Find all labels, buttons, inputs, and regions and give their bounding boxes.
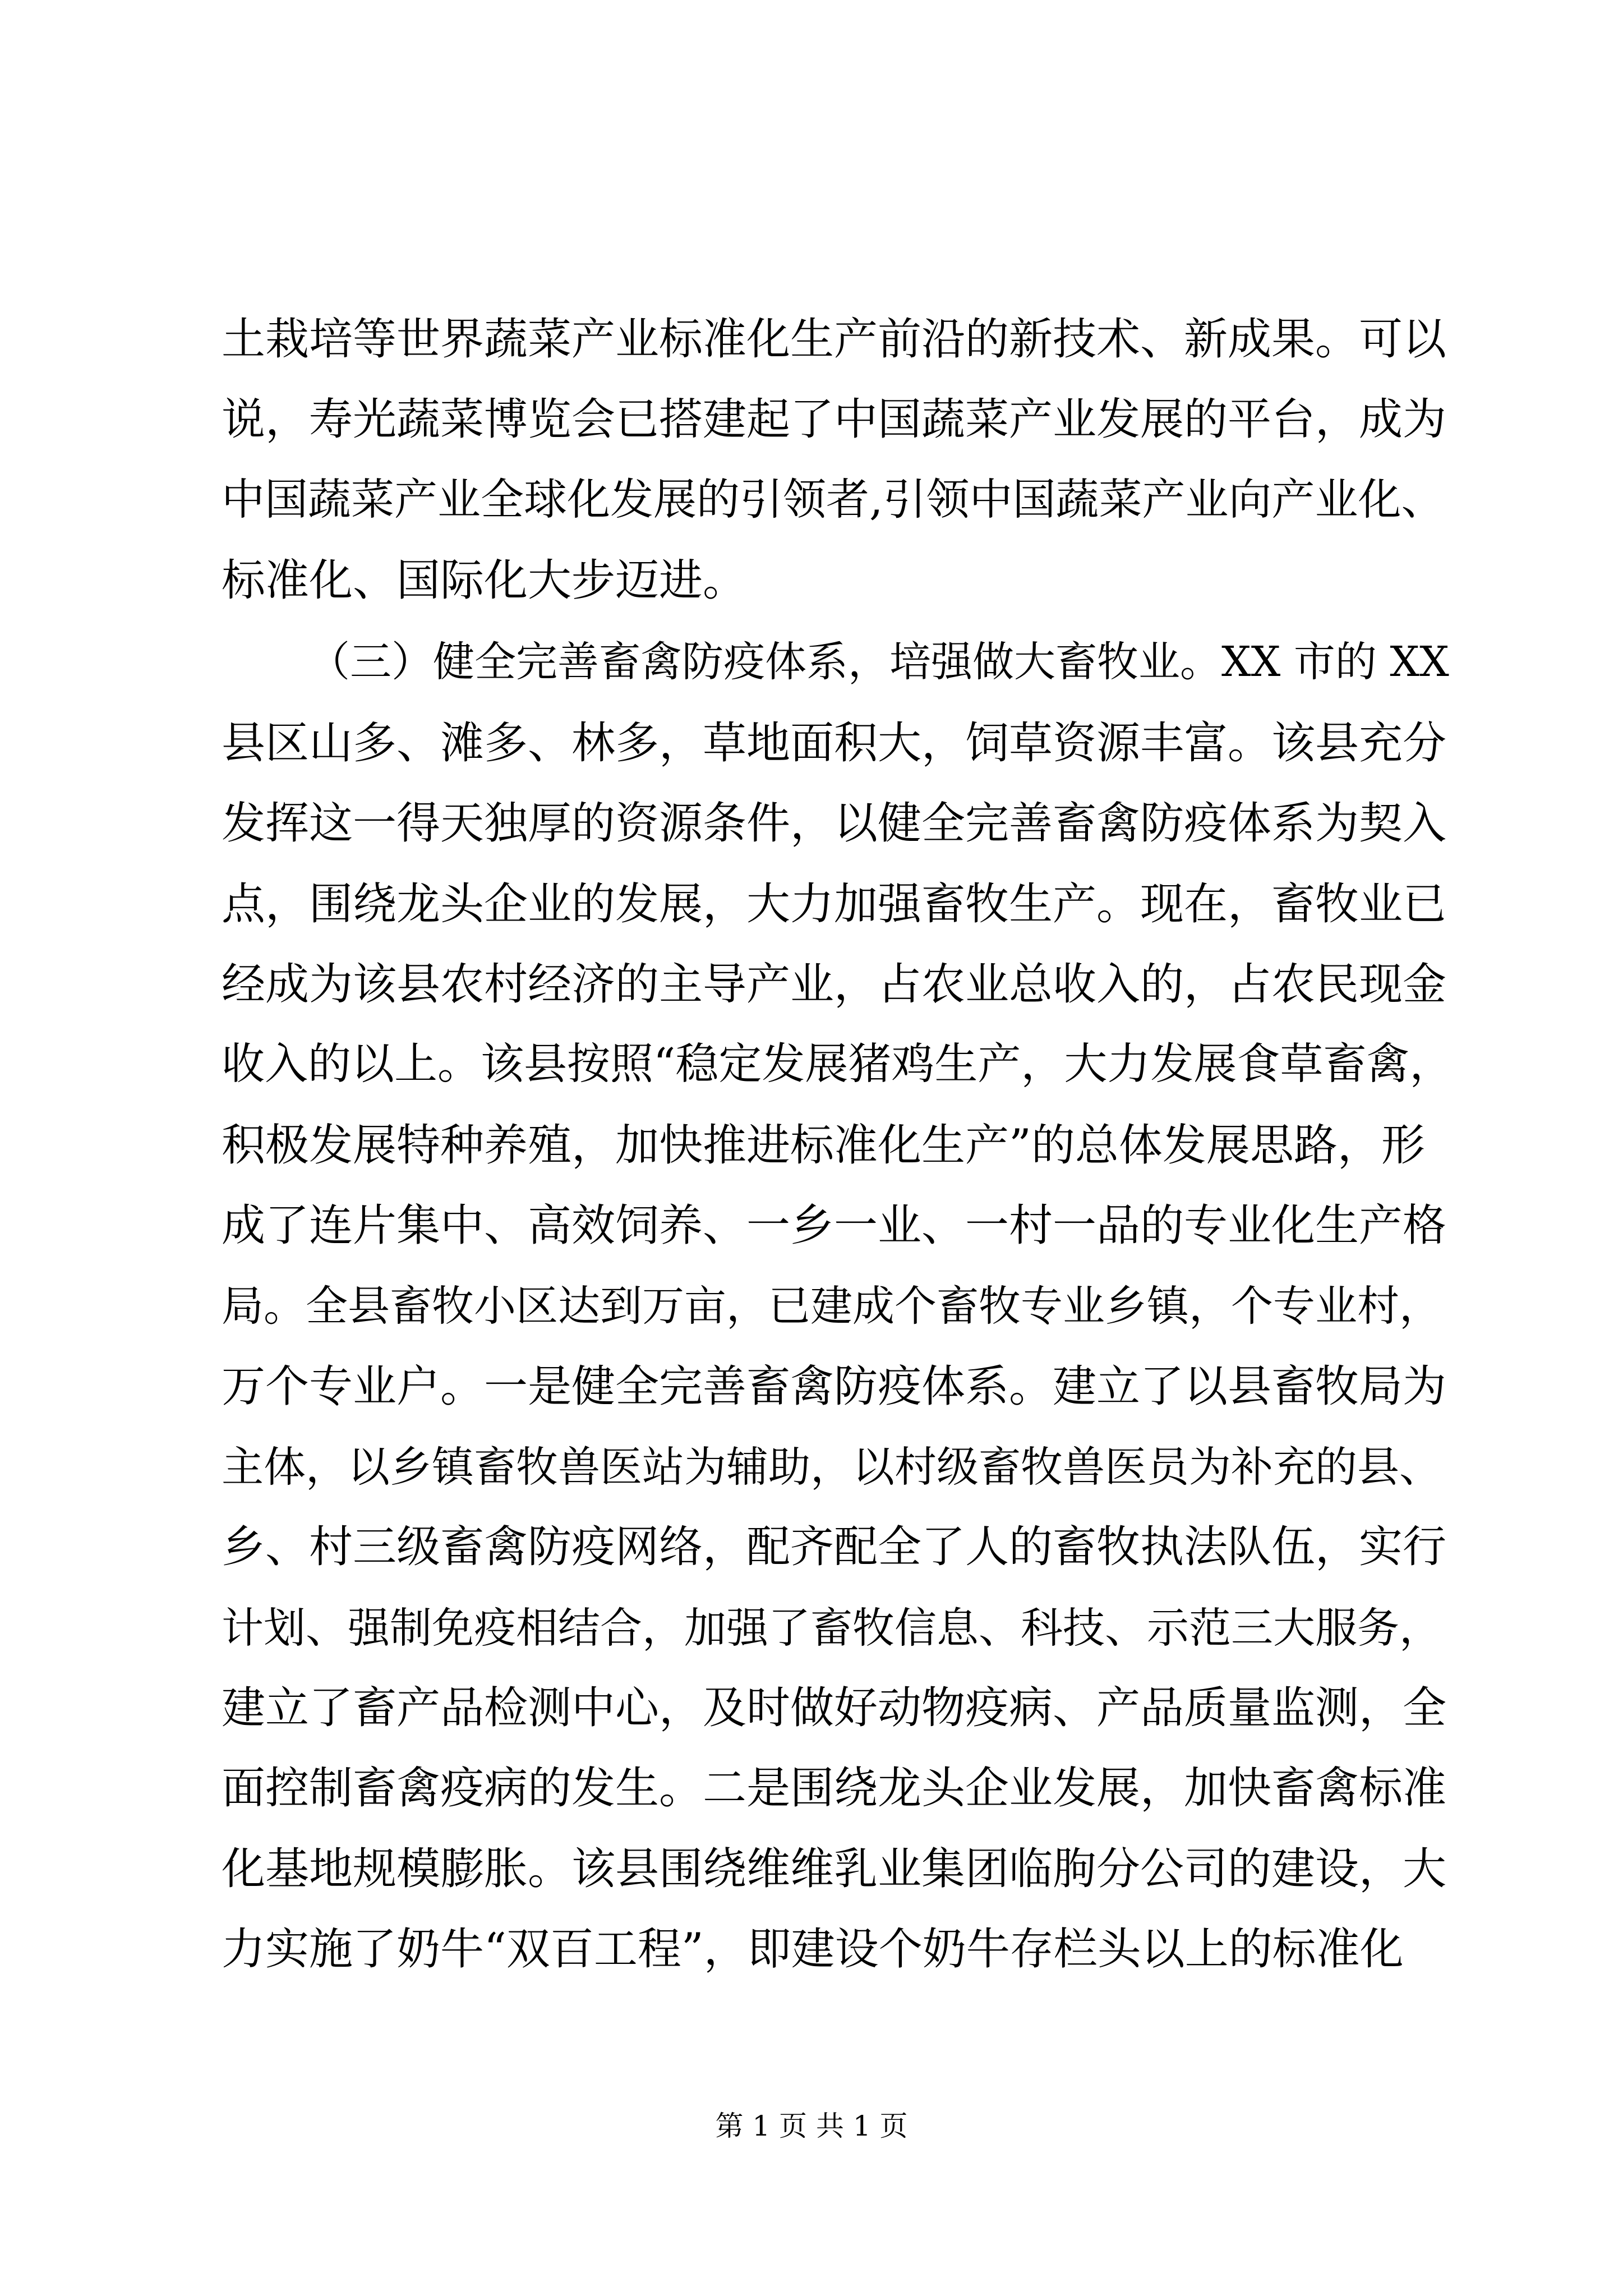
page-number-footer: 第 1 页 共 1 页 (715, 2110, 908, 2142)
text-line: 万个专业户。一是健全完善畜禽防疫体系。建立了以县畜牧局为 (222, 1361, 1447, 1412)
text-line: 发挥这一得天独厚的资源条件，以健全完善畜禽防疫体系为契入 (222, 798, 1447, 849)
text-line: 积极发展特种养殖，加快推进标准化生产”的总体发展思路，形 (222, 1120, 1425, 1171)
text-line: 建立了畜产品检测中心，及时做好动物疫病、产品质量监测，全 (222, 1683, 1447, 1733)
text-line: 化基地规模膨胀。该县围绕维维乳业集团临朐分公司的建设，大 (222, 1844, 1447, 1894)
text-line: 收入的以上。该县按照“稳定发展猪鸡生产，大力发展食草畜禽， (222, 1039, 1453, 1089)
text-line: 计划、强制免疫相结合，加强了畜牧信息、科技、示范三大服务， (222, 1603, 1442, 1653)
text-line: 中国蔬菜产业全球化发展的引领者,引领中国蔬菜产业向产业化、 (222, 475, 1445, 525)
text-line: 点，围绕龙头企业的发展，大力加强畜牧生产。现在，畜牧业已 (222, 879, 1447, 930)
text-line: 力实施了奶牛“双百工程”，即建设个奶牛存栏头以上的标准化 (222, 1924, 1404, 1975)
text-line: 经成为该县农村经济的主导产业，占农业总收入的，占农民现金 (222, 959, 1447, 1010)
text-line: 成了连片集中、高效饲养、一乡一业、一村一品的专业化生产格 (222, 1200, 1447, 1251)
text-line: 面控制畜禽疫病的发生。二是围绕龙头企业发展，加快畜禽标准 (222, 1763, 1447, 1814)
text-line: 说，寿光蔬菜博览会已搭建起了中国蔬菜产业发展的平台，成为 (222, 394, 1447, 445)
text-line: 土栽培等世界蔬菜产业标准化生产前沿的新技术、新成果。可以 (222, 314, 1447, 365)
text-line: 主体，以乡镇畜牧兽医站为辅助，以村级畜牧兽医员为补充的县、 (222, 1442, 1442, 1492)
text-line: 标准化、国际化大步迈进。 (222, 555, 747, 606)
text-line: 乡、村三级畜禽防疫网络，配齐配全了人的畜牧执法队伍，实行 (222, 1522, 1447, 1572)
text-line: 县区山多、滩多、林多，草地面积大，饲草资源丰富。该县充分 (222, 718, 1447, 769)
text-line: 局。全县畜牧小区达到万亩，已建成个畜牧专业乡镇，个专业村， (222, 1281, 1442, 1331)
section-heading-line: （三）健全完善畜禽防疫体系，培强做大畜牧业。XX 市的 XX (308, 638, 1449, 686)
